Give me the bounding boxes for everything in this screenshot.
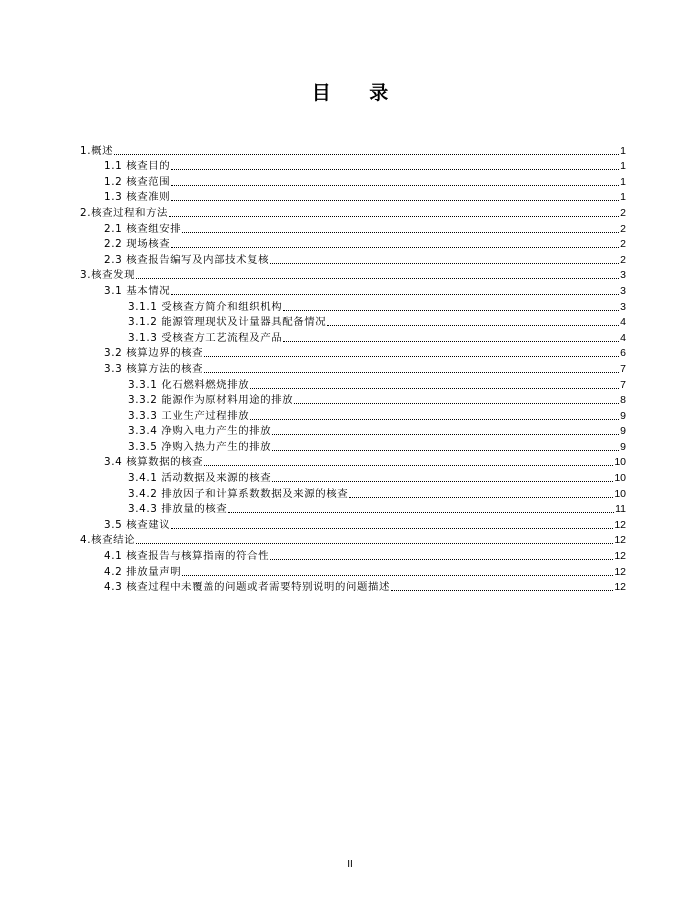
toc-entry-page: 7 [620, 378, 626, 391]
toc-dot-leader [228, 512, 614, 513]
toc-entry[interactable] [80, 298, 626, 314]
toc-entry-label: 3.1.1 受核查方简介和组织机构 [128, 300, 283, 313]
toc-entry-page: 9 [620, 409, 626, 422]
toc-entry-page: 9 [620, 425, 626, 438]
toc-entry[interactable] [80, 267, 626, 283]
toc-dot-leader [270, 263, 619, 264]
toc-dot-leader [272, 434, 619, 435]
toc-entry-page: 1 [620, 191, 626, 204]
toc-entry-page: 1 [620, 160, 626, 173]
toc-entry[interactable] [80, 516, 626, 532]
toc-entry[interactable] [80, 329, 626, 345]
toc-entry-label: 1.概述 [80, 144, 114, 157]
toc-dot-leader [204, 465, 613, 466]
toc-entry[interactable] [80, 438, 626, 454]
toc-dot-leader [171, 247, 619, 248]
toc-entry-page: 12 [614, 534, 626, 547]
toc-dot-leader [182, 575, 613, 576]
toc-entry-page: 9 [620, 440, 626, 453]
toc-entry[interactable] [80, 392, 626, 408]
toc-entry-page: 4 [620, 331, 626, 344]
toc-entry-label: 3.4.3 排放量的核查 [128, 503, 228, 516]
toc-dot-leader [283, 341, 619, 342]
toc-entry-label: 3.4.1 活动数据及来源的核查 [128, 472, 272, 485]
toc-entry-page: 4 [620, 316, 626, 329]
toc-dot-leader [169, 216, 619, 217]
toc-dot-leader [250, 419, 619, 420]
toc-entry-page: 2 [620, 238, 626, 251]
toc-entry-label: 3.3 核算方法的核查 [104, 362, 204, 375]
toc-entry-page: 12 [614, 581, 626, 594]
toc-entry[interactable] [80, 173, 626, 189]
table-of-contents [80, 142, 626, 594]
toc-dot-leader [114, 154, 619, 155]
toc-dot-leader [283, 310, 619, 311]
toc-dot-leader [171, 185, 619, 186]
toc-entry-page: 3 [620, 269, 626, 282]
toc-entry[interactable] [80, 563, 626, 579]
toc-entry[interactable] [80, 204, 626, 220]
toc-entry-label: 3.1.3 受核查方工艺流程及产品 [128, 331, 283, 344]
toc-entry-label: 3.5 核查建议 [104, 518, 171, 531]
toc-entry-label: 1.3 核查准则 [104, 191, 171, 204]
toc-entry[interactable] [80, 423, 626, 439]
toc-entry[interactable] [80, 345, 626, 361]
toc-entry-page: 10 [614, 487, 626, 500]
page-number: II [347, 859, 353, 870]
toc-entry-label: 3.4.2 排放因子和计算系数数据及来源的核查 [128, 487, 349, 500]
toc-entry[interactable] [80, 189, 626, 205]
toc-entry-page: 10 [614, 456, 626, 469]
toc-dot-leader [171, 528, 613, 529]
toc-entry[interactable] [80, 158, 626, 174]
toc-entry-label: 2.1 核查组安排 [104, 222, 182, 235]
toc-entry[interactable] [80, 532, 626, 548]
toc-entry-page: 12 [614, 518, 626, 531]
toc-dot-leader [204, 356, 619, 357]
toc-entry-label: 4.3 核查过程中未覆盖的问题或者需要特别说明的问题描述 [104, 581, 390, 594]
toc-dot-leader [294, 403, 619, 404]
toc-entry[interactable] [80, 314, 626, 330]
toc-entry-label: 4.1 核查报告与核算指南的符合性 [104, 550, 270, 563]
toc-entry[interactable] [80, 142, 626, 158]
toc-entry[interactable] [80, 547, 626, 563]
toc-dot-leader [171, 294, 619, 295]
toc-entry[interactable] [80, 360, 626, 376]
toc-dot-leader [171, 169, 619, 170]
toc-entry-label: 1.1 核查目的 [104, 160, 171, 173]
toc-entry[interactable] [80, 220, 626, 236]
toc-entry-page: 8 [620, 394, 626, 407]
toc-entry-page: 12 [614, 550, 626, 563]
toc-dot-leader [250, 388, 619, 389]
toc-entry-label: 4.2 排放量声明 [104, 565, 182, 578]
toc-entry-page: 2 [620, 222, 626, 235]
toc-dot-leader [270, 559, 613, 560]
toc-entry-label: 3.3.1 化石燃料燃烧排放 [128, 378, 250, 391]
toc-entry-label: 3.1 基本情况 [104, 284, 171, 297]
toc-entry[interactable] [80, 579, 626, 595]
toc-entry-page: 12 [614, 565, 626, 578]
toc-entry[interactable] [80, 376, 626, 392]
toc-entry-label: 3.2 核算边界的核查 [104, 347, 204, 360]
toc-entry[interactable] [80, 454, 626, 470]
toc-entry-page: 6 [620, 347, 626, 360]
toc-entry[interactable] [80, 251, 626, 267]
toc-dot-leader [272, 450, 619, 451]
toc-dot-leader [272, 481, 613, 482]
toc-entry-label: 3.3.3 工业生产过程排放 [128, 409, 250, 422]
toc-dot-leader [327, 325, 619, 326]
toc-dot-leader [171, 200, 619, 201]
toc-entry-label: 4.核查结论 [80, 534, 136, 547]
toc-entry-page: 1 [620, 175, 626, 188]
toc-entry-label: 3.4 核算数据的核查 [104, 456, 204, 469]
toc-entry[interactable] [80, 407, 626, 423]
toc-entry-label: 2.核查过程和方法 [80, 206, 169, 219]
toc-entry-page: 2 [620, 253, 626, 266]
toc-entry-page: 10 [614, 472, 626, 485]
toc-dot-leader [136, 543, 613, 544]
toc-entry[interactable] [80, 236, 626, 252]
toc-entry-page: 1 [620, 144, 626, 157]
toc-entry[interactable] [80, 485, 626, 501]
toc-entry[interactable] [80, 469, 626, 485]
toc-entry-label: 1.2 核查范围 [104, 175, 171, 188]
toc-dot-leader [204, 372, 619, 373]
page-title: 目 录 [311, 82, 405, 104]
toc-entry-page: 3 [620, 300, 626, 313]
toc-entry-label: 3.核查发现 [80, 269, 136, 282]
toc-entry-label: 3.3.2 能源作为原材料用途的排放 [128, 394, 294, 407]
toc-entry-label: 2.3 核查报告编写及内部技术复核 [104, 253, 270, 266]
toc-entry[interactable] [80, 501, 626, 517]
toc-entry-page: 7 [620, 362, 626, 375]
toc-entry-page: 3 [620, 284, 626, 297]
toc-dot-leader [136, 278, 619, 279]
toc-entry-page: 11 [615, 503, 626, 516]
toc-entry-label: 3.1.2 能源管理现状及计量器具配备情况 [128, 316, 327, 329]
toc-dot-leader [182, 232, 619, 233]
toc-entry-page: 2 [620, 206, 626, 219]
toc-entry-label: 3.3.4 净购入电力产生的排放 [128, 425, 272, 438]
toc-dot-leader [391, 590, 613, 591]
toc-entry[interactable] [80, 282, 626, 298]
toc-dot-leader [349, 497, 613, 498]
toc-entry-label: 3.3.5 净购入热力产生的排放 [128, 440, 272, 453]
toc-entry-label: 2.2 现场核查 [104, 238, 171, 251]
